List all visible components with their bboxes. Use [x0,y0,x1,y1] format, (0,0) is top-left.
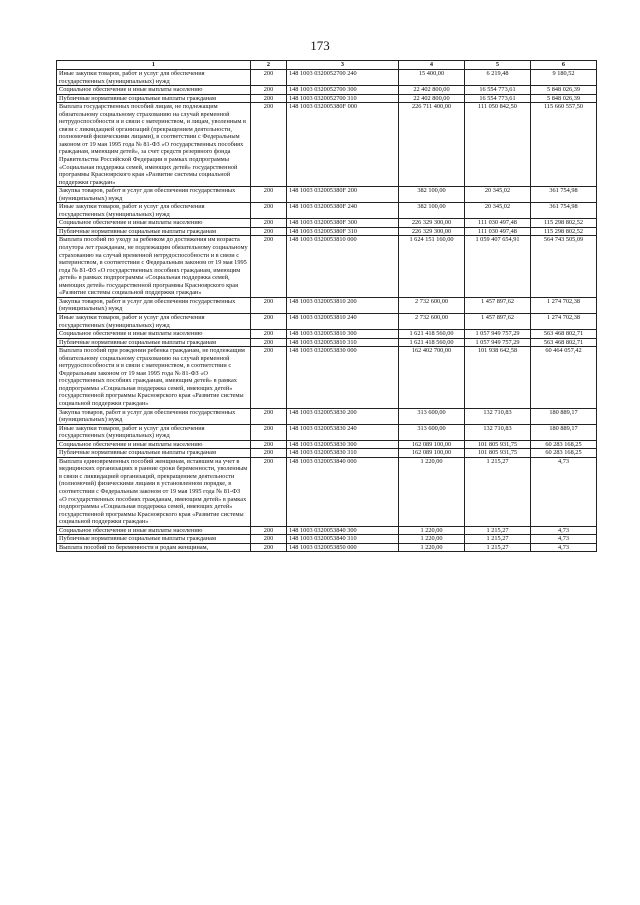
row-remaining-cell: 115 298 802,52 [531,219,597,228]
row-executed-cell: 101 805 931,75 [465,449,531,458]
row-executed-cell: 16 554 773,61 [465,86,531,95]
row-name-cell: Выплата единовременных пособий женщинам, вставшим на учет в медицинских организациях в ранние сроки беременности, уволенным в связи с ликвидацией организаций, прекращением деятельности (полномочий) физическими лицами в установленном порядке, в соответствии с Федеральным законом от 19 мая 1995 года № 81-ФЗ «О государственных пособиях гражданам, имеющим детей» в рамках подпрограммы «Социальная поддержка семей, имеющих детей» государственной программы Красноярского края «Развитие системы социальной поддержки граждан» [57,457,251,526]
table-row [57,313,597,329]
column-header: 5 [465,61,531,70]
row-name-cell: Публичные нормативные социальные выплаты гражданам [57,338,251,347]
row-name-cell: Иные закупки товаров, работ и услуг для обеспечения государственных (муниципальных) нужд [57,424,251,440]
column-header: 6 [531,61,597,70]
row-approved-cell: 1 220,00 [399,526,465,535]
row-remaining-cell: 564 743 505,09 [531,236,597,297]
row-column2-cell: 200 [251,457,287,526]
row-code-cell: 148 1003 0320052700 240 [287,70,399,86]
row-remaining-cell: 180 889,17 [531,408,597,424]
row-column2-cell: 200 [251,70,287,86]
row-name-cell: Иные закупки товаров, работ и услуг для обеспечения государственных (муниципальных) нужд [57,313,251,329]
row-remaining-cell: 4,73 [531,543,597,552]
row-remaining-cell: 60 283 168,25 [531,449,597,458]
row-approved-cell: 226 711 400,00 [399,103,465,187]
row-executed-cell: 1 057 949 757,29 [465,330,531,339]
table-row [57,103,597,187]
table-row [57,408,597,424]
row-name-cell: Закупка товаров, работ и услуг для обеспечения государственных (муниципальных) нужд [57,408,251,424]
row-code-cell: 148 1003 032005380F 240 [287,203,399,219]
table-row [57,236,597,297]
row-column2-cell: 200 [251,338,287,347]
column-header: 4 [399,61,465,70]
row-name-cell: Публичные нормативные социальные выплаты гражданам [57,94,251,103]
row-executed-cell: 101 805 931,75 [465,440,531,449]
row-code-cell: 148 1003 0320053840 000 [287,457,399,526]
row-column2-cell: 200 [251,86,287,95]
row-approved-cell: 313 600,00 [399,424,465,440]
row-approved-cell: 226 329 300,00 [399,219,465,228]
row-remaining-cell: 5 848 026,39 [531,86,597,95]
row-code-cell: 148 1003 0320052700 310 [287,94,399,103]
row-code-cell: 148 1003 0320053840 300 [287,526,399,535]
row-approved-cell: 313 600,00 [399,408,465,424]
table-row [57,86,597,95]
row-remaining-cell: 563 468 802,71 [531,330,597,339]
table-row [57,227,597,236]
table-row [57,219,597,228]
page-number: 173 [310,38,330,53]
row-name-cell: Закупка товаров, работ и услуг для обеспечения государственных (муниципальных) нужд [57,297,251,313]
row-column2-cell: 200 [251,236,287,297]
row-name-cell: Социальное обеспечение и иные выплаты населению [57,330,251,339]
table-row [57,526,597,535]
row-remaining-cell: 5 848 026,39 [531,94,597,103]
row-name-cell: Выплата государственных пособий лицам, не подлежащим обязательному социальному страхованию на случай временной нетрудоспособности и в связи с материнством, и лицам, уволенным в связи с ликвидацией организаций (прекращением деятельности, полномочий физическими лицами), в соответствии с Федеральным законом от 19 мая 1995 года № 81-ФЗ «О государственных пособиях гражданам, имеющим детей», за счет средств резервного фонда Правительства Российской Федерации в рамках подпрограммы «Социальная поддержка семей, имеющих детей» государственной программы Красноярского края «Развитие системы социальной поддержки граждан» [57,103,251,187]
header-row [57,61,597,70]
row-name-cell: Публичные нормативные социальные выплаты гражданам [57,449,251,458]
row-approved-cell: 226 329 300,00 [399,227,465,236]
row-remaining-cell: 1 274 702,38 [531,297,597,313]
row-executed-cell: 111 030 497,48 [465,219,531,228]
row-code-cell: 148 1003 0320053830 300 [287,440,399,449]
table-row [57,330,597,339]
column-header: 1 [57,61,251,70]
row-code-cell: 148 1003 0320052700 300 [287,86,399,95]
row-name-cell: Социальное обеспечение и иные выплаты населению [57,86,251,95]
budget-table [56,60,597,552]
row-remaining-cell: 60 283 168,25 [531,440,597,449]
row-code-cell: 148 1003 0320053840 310 [287,535,399,544]
row-executed-cell: 1 057 949 757,29 [465,338,531,347]
row-executed-cell: 1 215,27 [465,526,531,535]
row-approved-cell: 162 089 100,00 [399,449,465,458]
row-executed-cell: 16 554 773,61 [465,94,531,103]
row-executed-cell: 101 938 642,58 [465,347,531,408]
row-column2-cell: 200 [251,526,287,535]
row-name-cell: Социальное обеспечение и иные выплаты населению [57,440,251,449]
row-name-cell: Выплата пособий при рождении ребенка гражданам, не подлежащим обязательному социальному страхованию на случай временной нетрудоспособности и в связи с материнством, в соответствии с Федеральным законом от 19 мая 1995 года № 81-ФЗ «О государственных пособиях гражданам, имеющим детей» в рамках подпрограммы «Социальная поддержка семей, имеющих детей» государственной программы Красноярского края «Развитие системы социальной поддержки граждан» [57,347,251,408]
row-name-cell: Социальное обеспечение и иные выплаты населению [57,526,251,535]
row-column2-cell: 200 [251,535,287,544]
row-column2-cell: 200 [251,313,287,329]
row-remaining-cell: 361 754,98 [531,187,597,203]
row-executed-cell: 1 215,27 [465,543,531,552]
table-row [57,94,597,103]
row-approved-cell: 22 402 800,00 [399,86,465,95]
row-approved-cell: 15 400,00 [399,70,465,86]
row-code-cell: 148 1003 0320053810 240 [287,313,399,329]
row-code-cell: 148 1003 032005380F 200 [287,187,399,203]
row-column2-cell: 200 [251,424,287,440]
row-remaining-cell: 115 660 557,50 [531,103,597,187]
row-code-cell: 148 1003 0320053830 240 [287,424,399,440]
row-remaining-cell: 4,73 [531,526,597,535]
table-row [57,440,597,449]
table-row [57,70,597,86]
row-remaining-cell: 115 298 802,52 [531,227,597,236]
row-name-cell: Иные закупки товаров, работ и услуг для обеспечения государственных (муниципальных) нужд [57,203,251,219]
table-body [57,70,597,552]
row-approved-cell: 162 089 100,00 [399,440,465,449]
row-column2-cell: 200 [251,330,287,339]
row-executed-cell: 132 710,83 [465,424,531,440]
row-executed-cell: 20 345,02 [465,203,531,219]
table-row [57,457,597,526]
row-remaining-cell: 4,73 [531,535,597,544]
row-name-cell: Выплата пособий по беременности и родам женщинам, [57,543,251,552]
row-column2-cell: 200 [251,408,287,424]
row-executed-cell: 1 457 897,62 [465,297,531,313]
row-code-cell: 148 1003 032005380F 000 [287,103,399,187]
table-row [57,347,597,408]
row-approved-cell: 162 402 700,00 [399,347,465,408]
row-remaining-cell: 9 180,52 [531,70,597,86]
row-approved-cell: 1 220,00 [399,543,465,552]
row-executed-cell: 20 345,02 [465,187,531,203]
row-executed-cell: 111 030 497,48 [465,227,531,236]
row-column2-cell: 200 [251,203,287,219]
table-row [57,535,597,544]
row-remaining-cell: 1 274 702,38 [531,313,597,329]
row-approved-cell: 382 100,00 [399,203,465,219]
row-remaining-cell: 563 468 802,71 [531,338,597,347]
row-remaining-cell: 361 754,98 [531,203,597,219]
row-column2-cell: 200 [251,297,287,313]
row-name-cell: Социальное обеспечение и иные выплаты населению [57,219,251,228]
row-executed-cell: 1 215,27 [465,535,531,544]
table-row [57,449,597,458]
row-approved-cell: 2 732 600,00 [399,313,465,329]
column-header: 3 [287,61,399,70]
row-executed-cell: 1 457 897,62 [465,313,531,329]
row-column2-cell: 200 [251,449,287,458]
row-code-cell: 148 1003 0320053830 200 [287,408,399,424]
column-header: 2 [251,61,287,70]
row-code-cell: 148 1003 0320053850 000 [287,543,399,552]
row-executed-cell: 1 059 407 654,91 [465,236,531,297]
row-name-cell: Публичные нормативные социальные выплаты гражданам [57,535,251,544]
row-remaining-cell: 180 889,17 [531,424,597,440]
row-approved-cell: 382 100,00 [399,187,465,203]
row-code-cell: 148 1003 0320053810 200 [287,297,399,313]
row-executed-cell: 6 219,48 [465,70,531,86]
row-approved-cell: 1 621 418 560,00 [399,330,465,339]
row-name-cell: Публичные нормативные социальные выплаты гражданам [57,227,251,236]
row-code-cell: 148 1003 032005380F 310 [287,227,399,236]
row-name-cell: Выплата пособий по уходу за ребенком до достижения им возраста полутора лет гражданам, не подлежащим обязательному социальному страхованию на случай временной нетрудоспособности и в связи с материнством, в соответствии с Федеральным законом от 19 мая 1995 года № 81-ФЗ «О государственных пособиях гражданам, имеющим детей» в рамках подпрограммы «Социальная поддержка семей, имеющих детей» государственной программы Красноярского края «Развитие системы социальной поддержки граждан» [57,236,251,297]
row-column2-cell: 200 [251,219,287,228]
row-approved-cell: 1 624 151 160,00 [399,236,465,297]
row-approved-cell: 2 732 600,00 [399,297,465,313]
row-column2-cell: 200 [251,440,287,449]
row-code-cell: 148 1003 0320053830 310 [287,449,399,458]
row-approved-cell: 22 402 800,00 [399,94,465,103]
table-row [57,187,597,203]
row-remaining-cell: 60 464 057,42 [531,347,597,408]
row-executed-cell: 111 050 842,50 [465,103,531,187]
row-name-cell: Закупка товаров, работ и услуг для обеспечения государственных (муниципальных) нужд [57,187,251,203]
row-column2-cell: 200 [251,347,287,408]
row-remaining-cell: 4,73 [531,457,597,526]
row-approved-cell: 1 220,00 [399,457,465,526]
row-code-cell: 148 1003 0320053830 000 [287,347,399,408]
row-name-cell: Иные закупки товаров, работ и услуг для обеспечения государственных (муниципальных) нужд [57,70,251,86]
table-row [57,297,597,313]
row-column2-cell: 200 [251,103,287,187]
row-code-cell: 148 1003 0320053810 000 [287,236,399,297]
row-executed-cell: 132 710,83 [465,408,531,424]
row-column2-cell: 200 [251,543,287,552]
row-approved-cell: 1 220,00 [399,535,465,544]
table-row [57,203,597,219]
row-column2-cell: 200 [251,94,287,103]
row-approved-cell: 1 621 418 560,00 [399,338,465,347]
table-row [57,424,597,440]
row-code-cell: 148 1003 0320053810 310 [287,338,399,347]
row-column2-cell: 200 [251,187,287,203]
row-code-cell: 148 1003 0320053810 300 [287,330,399,339]
table-row [57,543,597,552]
row-column2-cell: 200 [251,227,287,236]
row-code-cell: 148 1003 032005380F 300 [287,219,399,228]
table-row [57,338,597,347]
row-executed-cell: 1 215,27 [465,457,531,526]
